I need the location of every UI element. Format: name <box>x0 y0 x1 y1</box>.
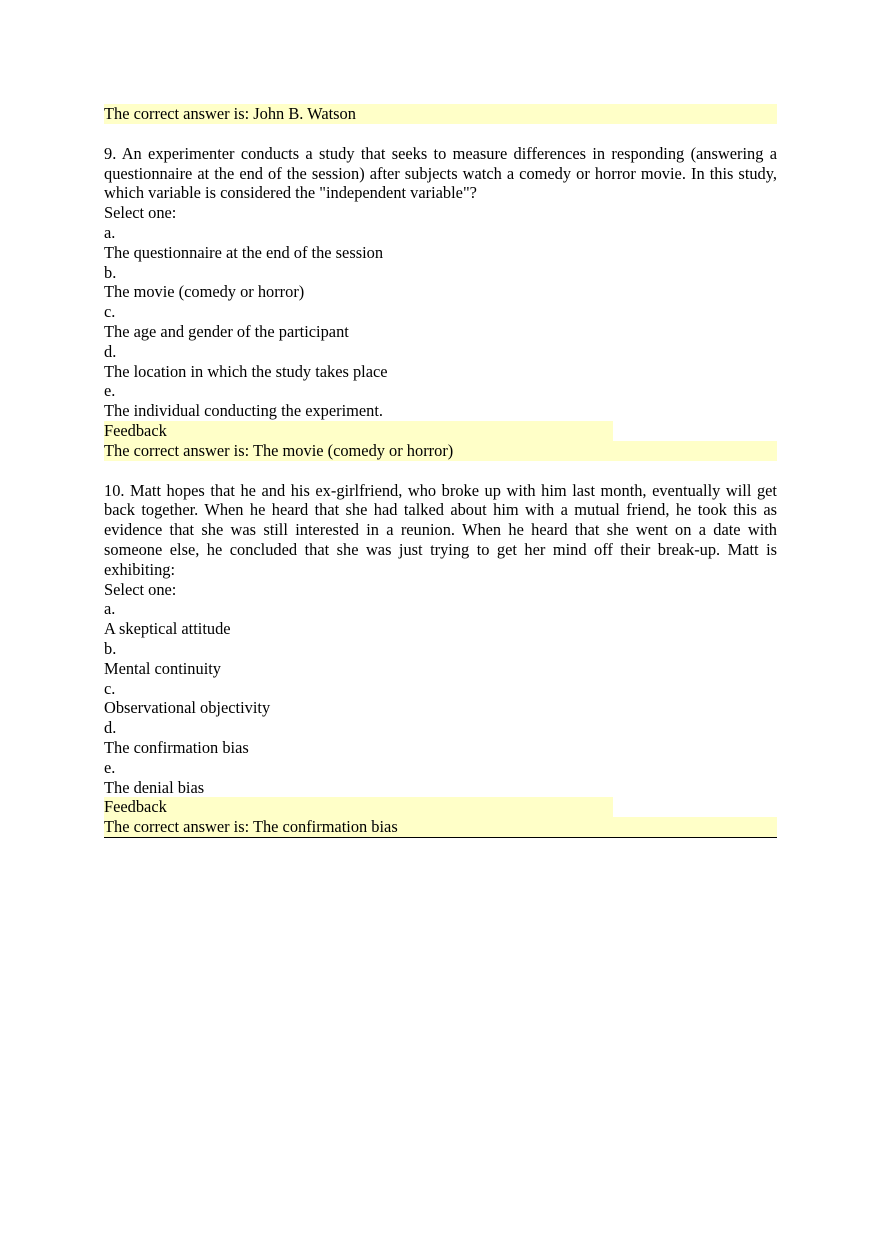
question-block-9 <box>104 144 777 461</box>
option-letter: c. <box>104 302 116 322</box>
option-text: Observational objectivity <box>104 698 271 718</box>
correct-answer: The correct answer is: The movie (comedy or horror) <box>104 441 777 461</box>
spacer <box>104 124 777 144</box>
option-text: The location in which the study takes place <box>104 361 388 381</box>
correct-answer-q8: The correct answer is: John B. Watson <box>104 104 777 124</box>
question-block-10 <box>104 481 777 838</box>
option-text: The denial bias <box>104 777 205 797</box>
option-text: A skeptical attitude <box>104 619 231 639</box>
option-text: The movie (comedy or horror) <box>104 282 305 302</box>
question-text: 10. Matt hopes that he and his ex-girlfriend, who broke up with him last month, eventually will get back together. When he heard that she had talked about him with a mutual friend, he took this as evidence that she was still interested in a reunion. When he heard that she went on a date with someone else, he concluded that she was just trying to get her mind off their break-up. Matt is exhibiting: <box>104 480 777 579</box>
option-letter: a. <box>104 222 116 242</box>
correct-answer: The correct answer is: The confirmation bias <box>104 817 777 838</box>
option-text: The questionnaire at the end of the session <box>104 242 384 262</box>
option-letter: e. <box>104 381 116 401</box>
option-letter: e. <box>104 757 116 777</box>
option-letter: d. <box>104 718 117 738</box>
question-text: 9. An experimenter conducts a study that seeks to measure differences in responding (answering a questionnaire at the end of the session) after subjects watch a comedy or horror movie. In this study, which variable is considered the "independent variable"? <box>104 143 777 203</box>
quiz-content <box>104 104 777 838</box>
option-text: The individual conducting the experiment. <box>104 401 384 421</box>
option-letter: b. <box>104 262 117 282</box>
option-text: Mental continuity <box>104 658 221 678</box>
option-letter: d. <box>104 341 117 361</box>
feedback-label: Feedback <box>104 421 613 441</box>
feedback-label: Feedback <box>104 797 613 817</box>
select-one-label: Select one: <box>104 203 177 223</box>
option-text: The age and gender of the participant <box>104 321 349 341</box>
option-letter: a. <box>104 599 116 619</box>
select-one-label: Select one: <box>104 579 177 599</box>
option-text: The confirmation bias <box>104 737 249 757</box>
option-letter: b. <box>104 638 117 658</box>
option-letter: c. <box>104 678 116 698</box>
spacer <box>104 461 777 481</box>
